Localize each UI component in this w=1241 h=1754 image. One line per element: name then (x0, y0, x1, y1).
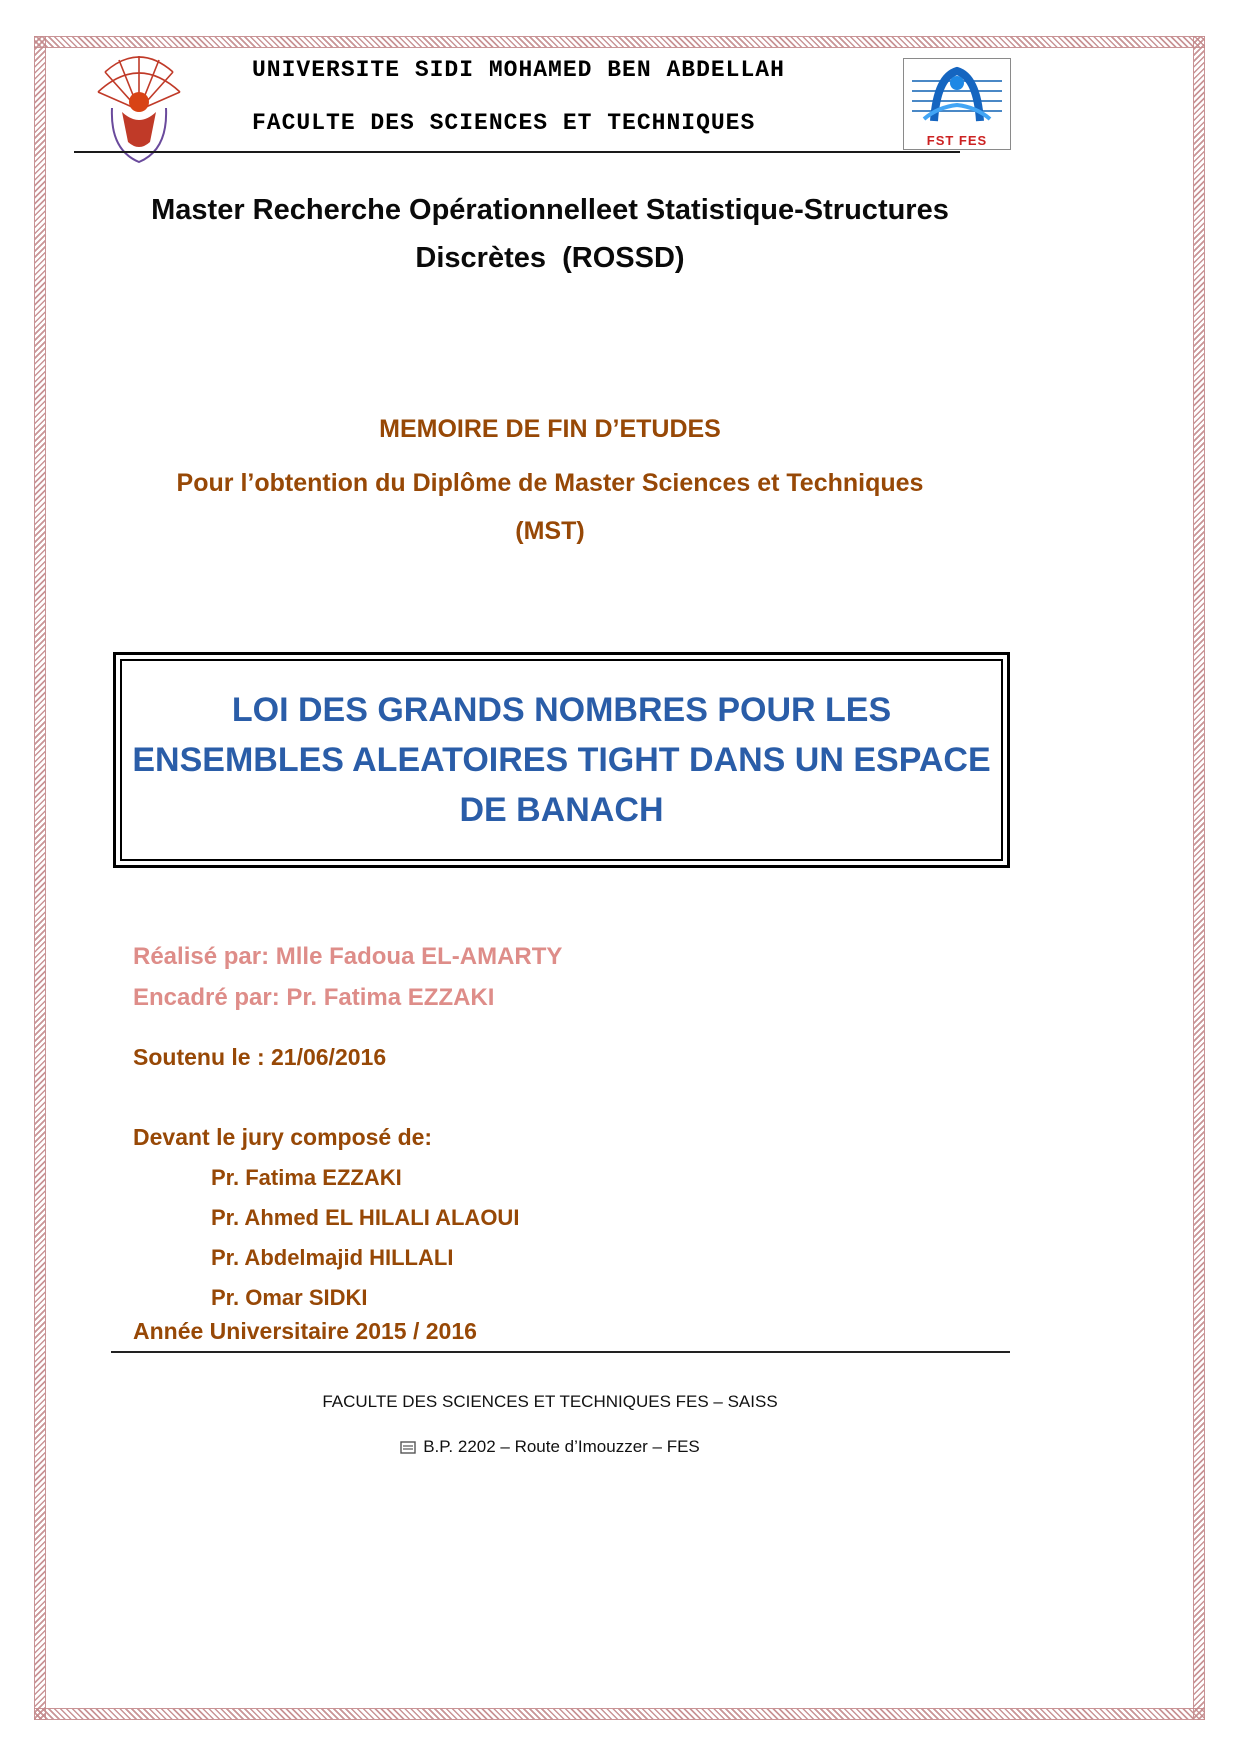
supervisor-line: Encadré par: Pr. Fatima EZZAKI (133, 984, 495, 1011)
header-divider (74, 151, 960, 153)
page-border-top (34, 36, 1205, 48)
program-title-line1: Master Recherche Opérationnelleet Statistique-Structures (151, 194, 949, 226)
footer-faculty-line: FACULTE DES SCIENCES ET TECHNIQUES FES – SAISS (322, 1392, 778, 1411)
thesis-title-line2: ENSEMBLES ALEATOIRES TIGHT DANS UN ESPACE (132, 741, 991, 779)
academic-year-line: Année Universitaire 2015 / 2016 (133, 1318, 477, 1344)
program-title (45, 186, 1055, 282)
page-border-bottom (34, 1708, 1205, 1720)
footer-divider (111, 1351, 1010, 1353)
fst-fes-logo-label: FST FES (926, 133, 988, 148)
fst-fes-logo-art (904, 59, 1010, 133)
memoire-heading: MEMOIRE DE FIN D’ETUDES (379, 415, 721, 443)
footer-address-line (45, 1437, 1055, 1459)
jury-member: Pr. Ahmed EL HILALI ALAOUI (211, 1205, 520, 1230)
fst-fes-logo (903, 58, 1011, 150)
page-border-right (1193, 36, 1205, 1720)
jury-member: Pr. Omar SIDKI (211, 1285, 368, 1310)
mail-icon (400, 1439, 416, 1459)
footer-address-text: B.P. 2202 – Route d’Imouzzer – FES (423, 1437, 700, 1456)
page-border-left (34, 36, 46, 1720)
program-title-line2: Discrètes (ROSSD) (415, 242, 685, 274)
jury-heading: Devant le jury composé de: (133, 1124, 433, 1150)
thesis-title-line3: DE BANACH (459, 791, 664, 829)
jury-list (211, 1158, 519, 1318)
memoire-subheading-line1: Pour l’obtention du Diplôme de Master Sciences et Techniques (176, 469, 924, 497)
university-name: UNIVERSITE SIDI MOHAMED BEN ABDELLAH (252, 57, 785, 83)
thesis-title-box (113, 652, 1010, 868)
university-logo (92, 50, 187, 165)
faculty-name: FACULTE DES SCIENCES ET TECHNIQUES (252, 110, 756, 136)
jury-member: Pr. Abdelmajid HILLALI (211, 1245, 454, 1270)
thesis-title (120, 659, 1003, 861)
thesis-title-line1: LOI DES GRANDS NOMBRES POUR LES (231, 691, 892, 729)
author-line: Réalisé par: Mlle Fadoua EL-AMARTY (133, 943, 563, 970)
defense-date-line: Soutenu le : 21/06/2016 (133, 1044, 387, 1070)
jury-member: Pr. Fatima EZZAKI (211, 1165, 402, 1190)
memoire-subheading-line2: (MST) (515, 517, 585, 545)
credits-block (133, 936, 562, 1018)
